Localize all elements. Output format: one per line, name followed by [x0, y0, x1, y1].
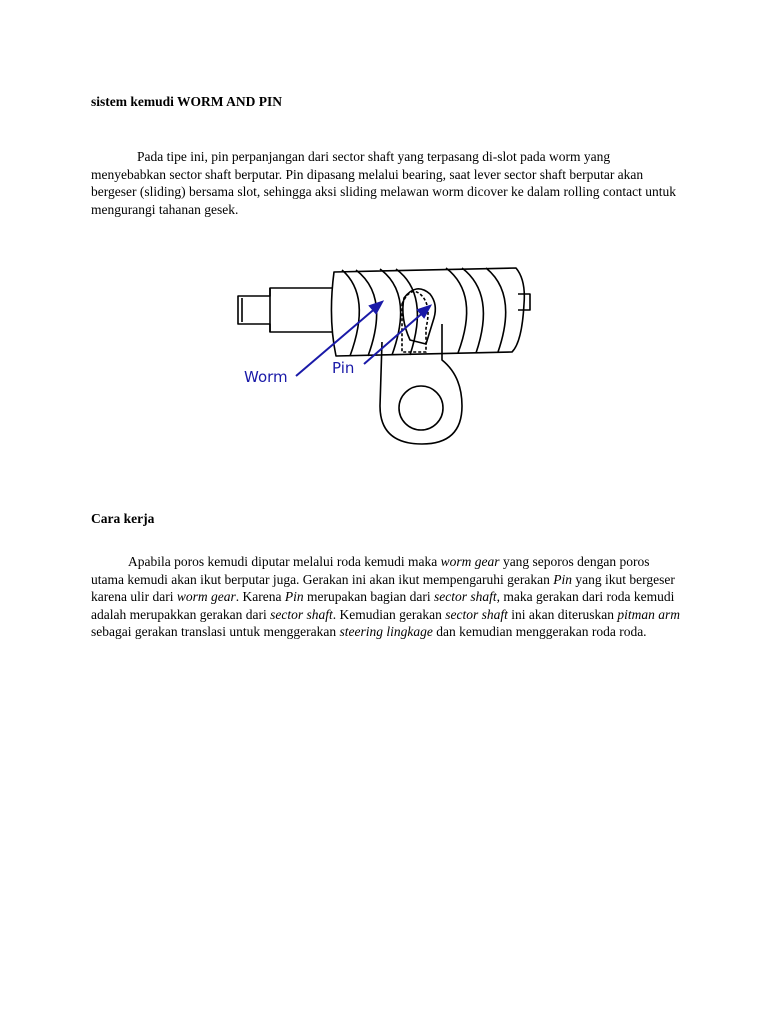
italic-term: Pin [553, 571, 572, 587]
worm-label: Worm [244, 368, 288, 386]
working-paragraph [91, 553, 683, 641]
worm-shaft-left [238, 288, 332, 332]
text-run: sebagai gerakan translasi untuk menggerakan [91, 624, 340, 639]
italic-term: steering lingkage [339, 624, 433, 639]
intro-paragraph: Pada tipe ini, pin perpanjangan dari sector shaft yang terpasang di-slot pada worm yang menyebabkan sector shaft berputar. Pin dipasang melalui bearing, saat lever sector shaft berputar akan bergeser (sliding) bersama slot, sehingga aksi sliding melawan worm dicover ke dalam rolling contact untuk mengurangi tahanan gesek. [91, 149, 676, 217]
pin-label: Pin [332, 359, 355, 377]
text-run: Apabila poros kemudi diputar melalui roda kemudi maka [128, 554, 441, 569]
italic-term: Pin [284, 589, 304, 604]
italic-term: pitman arm [617, 606, 681, 622]
text-run: yang seporos dengan poros utama kemudi akan ikut berputar juga. Gerakan ini akan ikut mempengaruhi gerakan [91, 554, 650, 587]
sector-shaft-hole [399, 386, 443, 430]
italic-term: sector shaft [434, 589, 497, 604]
text-run: dan kemudian menggerakan roda roda. [432, 624, 647, 639]
text-run: merupakan bagian dari [303, 589, 435, 604]
italic-term: sector shaft [270, 606, 333, 622]
text-run: yang ikut bergeser karena ulir dari [91, 571, 675, 604]
text-run: ini akan diteruskan [507, 606, 618, 622]
text-run: , maka gerakan dari roda kemudi adalah merupakkan gerakan dari [91, 589, 675, 622]
section-heading: Cara kerja [91, 511, 155, 526]
text-run: . Karena [235, 589, 285, 604]
text-run: . Kemudian gerakan [332, 606, 446, 622]
italic-term: worm gear [440, 554, 500, 569]
italic-term: sector shaft [445, 606, 508, 622]
italic-term: worm gear [176, 589, 236, 604]
document-title: sistem kemudi WORM AND PIN [91, 94, 283, 109]
worm-and-pin-diagram [230, 258, 550, 454]
